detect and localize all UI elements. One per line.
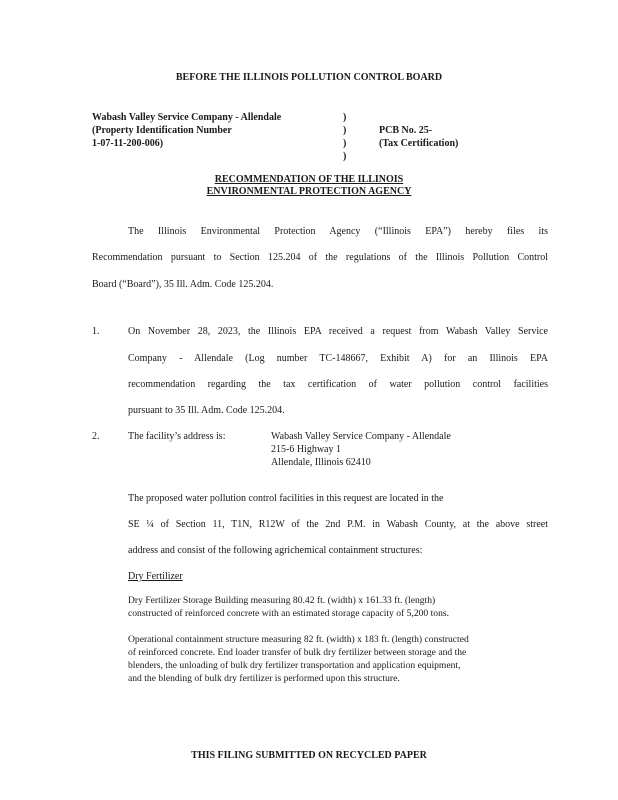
containment-line: blenders, the unloading of bulk dry fertilizer transportation and application equipment, [128, 660, 461, 671]
caption-paren: ) [343, 125, 347, 136]
document-title-line: ENVIRONMENTAL PROTECTION AGENCY [206, 186, 412, 197]
case-number: PCB No. 25- [379, 125, 433, 136]
dry-fertilizer-line: Dry Fertilizer Storage Building measuring 80.42 ft. (width) x 161.33 ft. (length) [128, 595, 436, 606]
address-label: The facility’s address is: [128, 431, 226, 442]
location-line: SE ¼ of Section 11, T1N, R12W of the 2nd P.M. in Wabash County, at the above street [128, 519, 548, 530]
intro-line: The Illinois Environmental Protection Agency (“Illinois EPA”) hereby files its [128, 226, 548, 237]
caption-paren: ) [343, 112, 347, 123]
caption-property-id: 1-07-11-200-006) [92, 138, 164, 149]
location-line: address and consist of the following agrichemical containment structures: [128, 545, 423, 556]
para-number: 2. [92, 431, 100, 442]
containment-line: and the blending of bulk dry fertilizer is performed upon this structure. [128, 673, 400, 684]
document-title-line: RECOMMENDATION OF THE ILLINOIS [214, 174, 404, 185]
para-number: 1. [92, 326, 100, 337]
caption-paren: ) [343, 138, 347, 149]
address-line: Wabash Valley Service Company - Allendale [271, 431, 451, 442]
intro-line: Board (“Board”), 35 Ill. Adm. Code 125.204. [92, 279, 274, 290]
section-heading: Dry Fertilizer [128, 571, 183, 582]
para1-line: Company - Allendale (Log number TC-148667, Exhibit A) for an Illinois EPA [128, 353, 548, 364]
address-line: Allendale, Illinois 62410 [271, 457, 371, 468]
address-line: 215-6 Highway 1 [271, 444, 341, 455]
dry-fertilizer-line: constructed of reinforced concrete with an estimated storage capacity of 5,200 tons. [128, 608, 450, 619]
containment-line: Operational containment structure measuring 82 ft. (width) x 183 ft. (length) constructed [128, 634, 469, 645]
intro-line: Recommendation pursuant to Section 125.204 of the regulations of the Illinois Pollution Control [92, 252, 548, 263]
containment-line: of reinforced concrete. End loader transfer of bulk dry fertilizer between storage and the [128, 647, 467, 658]
case-type: (Tax Certification) [379, 138, 459, 149]
recycled-paper-footer: THIS FILING SUBMITTED ON RECYCLED PAPER [191, 750, 427, 761]
caption-paren: ) [343, 151, 347, 162]
para1-line: recommendation regarding the tax certification of water pollution control facilities [128, 379, 548, 390]
caption-property-id-label: (Property Identification Number [92, 125, 232, 136]
location-line: The proposed water pollution control facilities in this request are located in the [128, 493, 444, 504]
court-title: BEFORE THE ILLINOIS POLLUTION CONTROL BOARD [175, 72, 443, 83]
para1-line: pursuant to 35 Ill. Adm. Code 125.204. [128, 405, 285, 416]
caption-party-name: Wabash Valley Service Company - Allendale [92, 112, 282, 123]
para1-line: On November 28, 2023, the Illinois EPA received a request from Wabash Valley Service [128, 326, 548, 337]
